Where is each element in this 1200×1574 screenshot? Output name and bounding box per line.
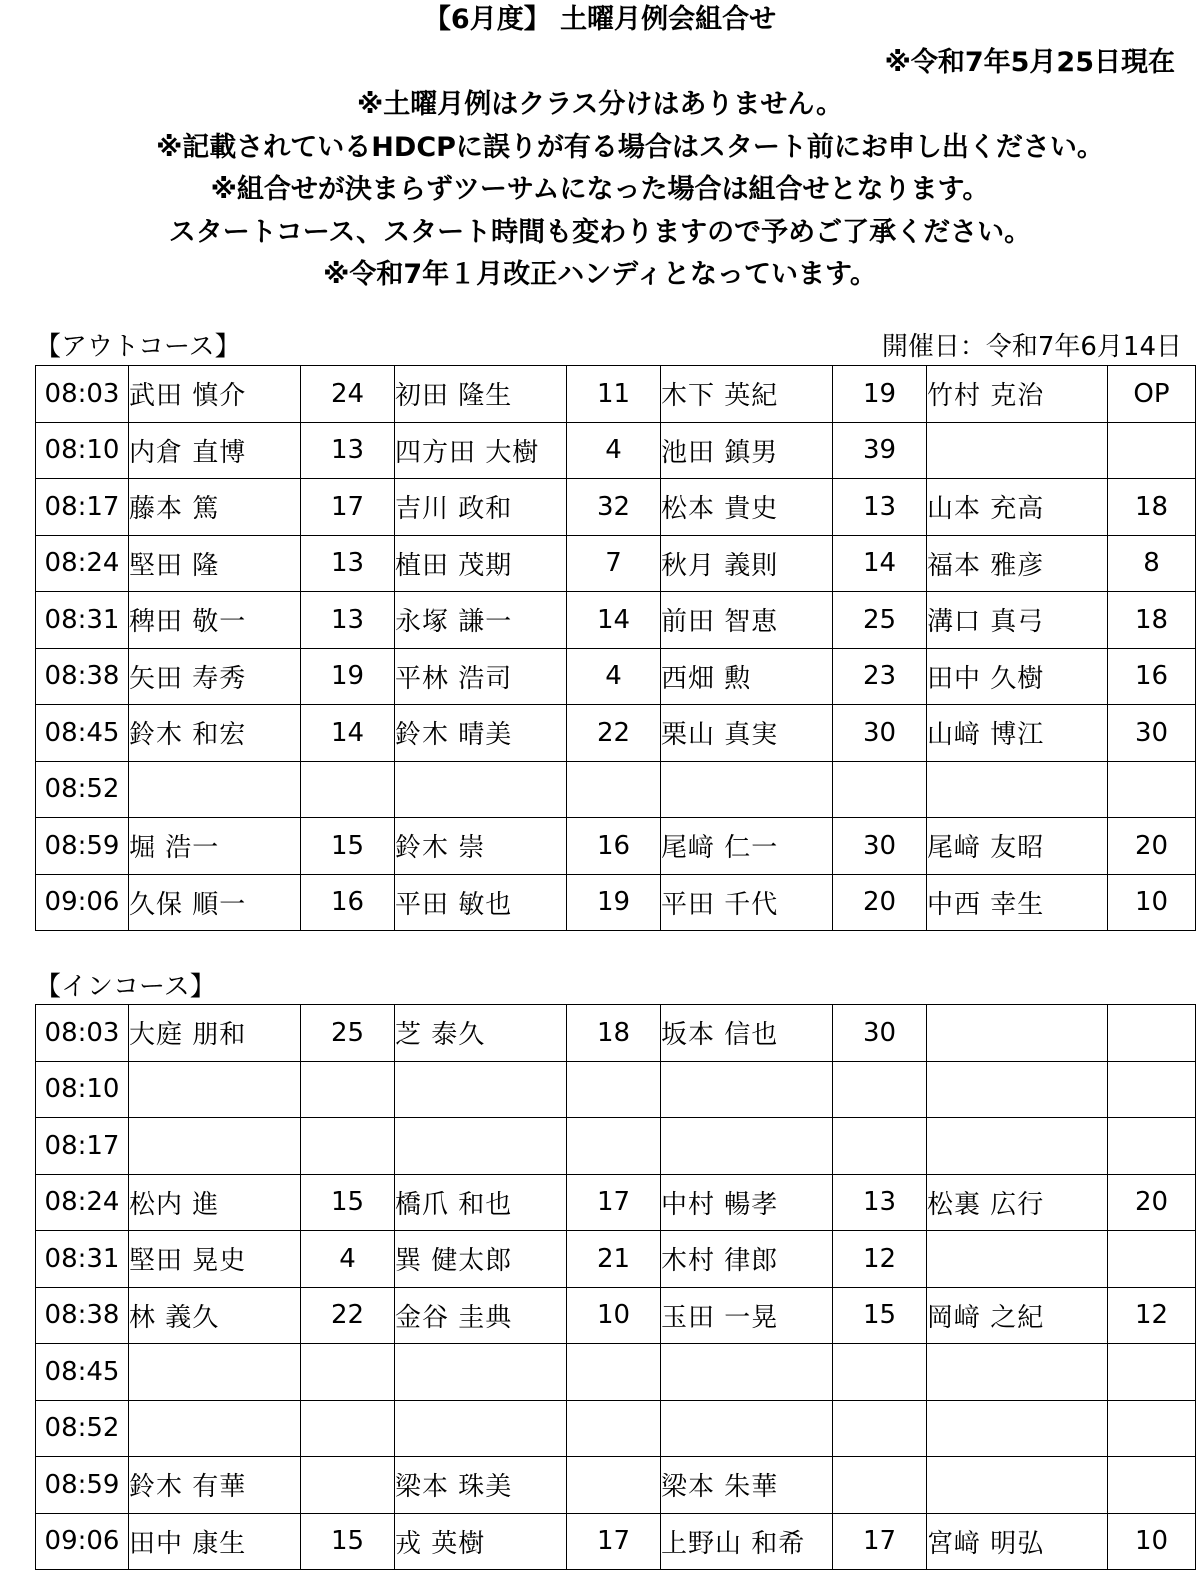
player-hdcp: 15 — [301, 1513, 395, 1570]
player-name: 秋月 義則 — [661, 535, 833, 592]
player-name: 松内 進 — [129, 1174, 301, 1231]
table-row — [36, 1231, 1196, 1288]
player-hdcp: 4 — [567, 648, 661, 705]
player-hdcp: 16 — [301, 874, 395, 931]
player-name: 鈴木 崇 — [395, 818, 567, 875]
player-hdcp — [833, 1457, 927, 1514]
tee-time: 08:03 — [36, 1005, 129, 1062]
as-of-date: ※令和7年5月25日現在 — [884, 47, 1175, 78]
player-hdcp: 19 — [301, 648, 395, 705]
player-hdcp: 4 — [567, 422, 661, 479]
tee-time: 08:24 — [36, 535, 129, 592]
table-row — [36, 1457, 1196, 1514]
player-name: 矢田 寿秀 — [129, 648, 301, 705]
player-hdcp: 20 — [833, 874, 927, 931]
player-name: 池田 鎮男 — [661, 422, 833, 479]
table-row — [36, 1005, 1196, 1062]
tee-time: 08:24 — [36, 1174, 129, 1231]
player-hdcp: 4 — [301, 1231, 395, 1288]
player-hdcp — [301, 1344, 395, 1401]
player-name — [129, 1344, 301, 1401]
player-hdcp — [567, 1457, 661, 1514]
player-hdcp: 32 — [567, 479, 661, 536]
tee-time: 08:38 — [36, 1287, 129, 1344]
player-hdcp: 14 — [301, 705, 395, 762]
in-course-label: 【インコース】 — [35, 972, 216, 1002]
player-hdcp — [1108, 1005, 1196, 1062]
player-name: 堅田 晃史 — [129, 1231, 301, 1288]
player-name: 梁本 珠美 — [395, 1457, 567, 1514]
table-row — [36, 818, 1196, 875]
player-name: 平林 浩司 — [395, 648, 567, 705]
player-name: 武田 慎介 — [129, 366, 301, 423]
player-name: 林 義久 — [129, 1287, 301, 1344]
player-name: 梁本 朱華 — [661, 1457, 833, 1514]
player-name — [927, 761, 1108, 818]
player-hdcp — [567, 1400, 661, 1457]
player-name: 稗田 敬一 — [129, 592, 301, 649]
player-name: 栗山 真実 — [661, 705, 833, 762]
player-name: 松本 貴史 — [661, 479, 833, 536]
player-hdcp — [1108, 1344, 1196, 1401]
player-hdcp — [1108, 1231, 1196, 1288]
player-hdcp: 17 — [567, 1174, 661, 1231]
player-name: 内倉 直博 — [129, 422, 301, 479]
player-name: 芝 泰久 — [395, 1005, 567, 1062]
player-hdcp — [1108, 1118, 1196, 1175]
tee-time: 08:45 — [36, 1344, 129, 1401]
player-hdcp: 30 — [833, 705, 927, 762]
player-hdcp — [833, 1400, 927, 1457]
player-hdcp: 18 — [1108, 479, 1196, 536]
note-line: ※記載されているHDCPに誤りが有る場合はスタート前にお申し出ください。 — [156, 132, 1104, 163]
table-row — [36, 592, 1196, 649]
player-hdcp: 23 — [833, 648, 927, 705]
table-row — [36, 705, 1196, 762]
player-hdcp: 22 — [301, 1287, 395, 1344]
player-name: 藤本 篤 — [129, 479, 301, 536]
table-row — [36, 761, 1196, 818]
player-name: 尾﨑 友昭 — [927, 818, 1108, 875]
player-hdcp: 30 — [1108, 705, 1196, 762]
player-name — [395, 1061, 567, 1118]
tee-time: 08:10 — [36, 422, 129, 479]
player-hdcp: 13 — [833, 479, 927, 536]
player-hdcp: 17 — [567, 1513, 661, 1570]
tee-time: 08:17 — [36, 1118, 129, 1175]
in-course-table — [35, 1004, 1196, 1570]
player-hdcp: 10 — [567, 1287, 661, 1344]
player-name: 田中 久樹 — [927, 648, 1108, 705]
player-name: 田中 康生 — [129, 1513, 301, 1570]
player-name: 橋爪 和也 — [395, 1174, 567, 1231]
player-hdcp — [567, 761, 661, 818]
player-hdcp: 11 — [567, 366, 661, 423]
player-name: 大庭 朋和 — [129, 1005, 301, 1062]
player-hdcp: 19 — [833, 366, 927, 423]
player-name: 鈴木 晴美 — [395, 705, 567, 762]
player-hdcp: 7 — [567, 535, 661, 592]
player-hdcp: 13 — [833, 1174, 927, 1231]
table-row — [36, 366, 1196, 423]
player-name: 金谷 圭典 — [395, 1287, 567, 1344]
player-name: 竹村 克治 — [927, 366, 1108, 423]
player-hdcp: 17 — [833, 1513, 927, 1570]
tee-time: 08:52 — [36, 761, 129, 818]
player-name — [395, 761, 567, 818]
tee-time: 08:03 — [36, 366, 129, 423]
player-name: 溝口 真弓 — [927, 592, 1108, 649]
table-row — [36, 1344, 1196, 1401]
player-name: 巽 健太郎 — [395, 1231, 567, 1288]
player-name — [395, 1118, 567, 1175]
player-hdcp: 30 — [833, 818, 927, 875]
player-name: 永塚 謙一 — [395, 592, 567, 649]
table-row — [36, 1287, 1196, 1344]
player-name — [129, 1400, 301, 1457]
player-name — [927, 1118, 1108, 1175]
player-hdcp: 25 — [833, 592, 927, 649]
player-hdcp — [1108, 422, 1196, 479]
player-hdcp: 20 — [1108, 818, 1196, 875]
player-hdcp — [301, 1118, 395, 1175]
player-name: 鈴木 有華 — [129, 1457, 301, 1514]
player-hdcp: 25 — [301, 1005, 395, 1062]
event-date: 開催日：令和7年6月14日 — [881, 332, 1182, 362]
player-hdcp — [1108, 1457, 1196, 1514]
table-row — [36, 535, 1196, 592]
table-row — [36, 1400, 1196, 1457]
player-hdcp — [301, 1400, 395, 1457]
note-line: ※令和7年１月改正ハンディとなっています。 — [323, 259, 877, 290]
tee-time: 09:06 — [36, 874, 129, 931]
player-hdcp: 13 — [301, 422, 395, 479]
player-hdcp: 16 — [1108, 648, 1196, 705]
table-row — [36, 479, 1196, 536]
player-hdcp — [1108, 761, 1196, 818]
note-line: ※土曜月例はクラス分けはありません。 — [356, 89, 844, 120]
player-name: 中西 幸生 — [927, 874, 1108, 931]
table-row — [36, 874, 1196, 931]
player-name: 平田 敏也 — [395, 874, 567, 931]
player-name: 山﨑 博江 — [927, 705, 1108, 762]
player-hdcp — [567, 1061, 661, 1118]
player-hdcp — [833, 1118, 927, 1175]
table-row — [36, 1118, 1196, 1175]
player-name — [927, 1400, 1108, 1457]
note-line: ※組合せが決まらずツーサムになった場合は組合せとなります。 — [210, 174, 990, 205]
player-hdcp: 16 — [567, 818, 661, 875]
tee-time: 08:52 — [36, 1400, 129, 1457]
player-hdcp — [1108, 1400, 1196, 1457]
player-hdcp: 21 — [567, 1231, 661, 1288]
player-name: 岡﨑 之紀 — [927, 1287, 1108, 1344]
player-hdcp: 15 — [301, 1174, 395, 1231]
table-row — [36, 1513, 1196, 1570]
player-name — [927, 1457, 1108, 1514]
player-name: 植田 茂期 — [395, 535, 567, 592]
note-line: スタートコース、スタート時間も変わりますので予めご了承ください。 — [168, 217, 1032, 248]
tee-time: 09:06 — [36, 1513, 129, 1570]
player-hdcp: 19 — [567, 874, 661, 931]
player-name — [927, 1061, 1108, 1118]
player-name — [927, 1231, 1108, 1288]
player-name: 久保 順一 — [129, 874, 301, 931]
player-name — [395, 1400, 567, 1457]
player-name: 松裏 広行 — [927, 1174, 1108, 1231]
player-name: 鈴木 和宏 — [129, 705, 301, 762]
player-name: 西畑 勲 — [661, 648, 833, 705]
player-name: 上野山 和希 — [661, 1513, 833, 1570]
player-hdcp: 18 — [1108, 592, 1196, 649]
tee-time: 08:31 — [36, 1231, 129, 1288]
player-name: 戎 英樹 — [395, 1513, 567, 1570]
player-name — [661, 761, 833, 818]
player-hdcp: 15 — [301, 818, 395, 875]
player-name — [661, 1344, 833, 1401]
player-hdcp — [833, 1061, 927, 1118]
player-name: 尾﨑 仁一 — [661, 818, 833, 875]
player-hdcp — [833, 761, 927, 818]
player-name — [129, 1061, 301, 1118]
player-name: 四方田 大樹 — [395, 422, 567, 479]
player-name: 木村 律郎 — [661, 1231, 833, 1288]
player-hdcp: 14 — [833, 535, 927, 592]
player-hdcp: 20 — [1108, 1174, 1196, 1231]
player-name — [129, 761, 301, 818]
tee-time: 08:17 — [36, 479, 129, 536]
player-hdcp: 15 — [833, 1287, 927, 1344]
player-hdcp — [301, 1457, 395, 1514]
table-row — [36, 1061, 1196, 1118]
player-hdcp: 30 — [833, 1005, 927, 1062]
player-name: 木下 英紀 — [661, 366, 833, 423]
player-name — [661, 1400, 833, 1457]
out-course-label: 【アウトコース】 — [35, 332, 241, 362]
table-row — [36, 1174, 1196, 1231]
player-hdcp — [301, 761, 395, 818]
player-name — [927, 1344, 1108, 1401]
tee-time: 08:38 — [36, 648, 129, 705]
player-hdcp: 10 — [1108, 1513, 1196, 1570]
page-title: 【6月度】 土曜月例会組合せ — [423, 4, 777, 35]
player-name: 前田 智恵 — [661, 592, 833, 649]
tee-time: 08:45 — [36, 705, 129, 762]
player-hdcp: 24 — [301, 366, 395, 423]
player-hdcp — [1108, 1061, 1196, 1118]
tee-time: 08:10 — [36, 1061, 129, 1118]
player-hdcp — [567, 1344, 661, 1401]
tee-time: 08:31 — [36, 592, 129, 649]
player-name — [927, 1005, 1108, 1062]
player-name: 堀 浩一 — [129, 818, 301, 875]
tee-time: 08:59 — [36, 818, 129, 875]
player-name: 玉田 一晃 — [661, 1287, 833, 1344]
player-hdcp: 39 — [833, 422, 927, 479]
out-course-table — [35, 365, 1196, 931]
player-hdcp: 13 — [301, 592, 395, 649]
player-hdcp: 13 — [301, 535, 395, 592]
player-name: 吉川 政和 — [395, 479, 567, 536]
player-name — [927, 422, 1108, 479]
player-name: 初田 隆生 — [395, 366, 567, 423]
player-name: 山本 充高 — [927, 479, 1108, 536]
player-hdcp — [833, 1344, 927, 1401]
player-name: 坂本 信也 — [661, 1005, 833, 1062]
table-row — [36, 422, 1196, 479]
player-name: 堅田 隆 — [129, 535, 301, 592]
player-name: 宮﨑 明弘 — [927, 1513, 1108, 1570]
player-name — [661, 1118, 833, 1175]
player-name — [661, 1061, 833, 1118]
player-hdcp: 22 — [567, 705, 661, 762]
player-name: 福本 雅彦 — [927, 535, 1108, 592]
player-name — [395, 1344, 567, 1401]
player-name: 中村 暢孝 — [661, 1174, 833, 1231]
player-hdcp: OP — [1108, 366, 1196, 423]
player-name: 平田 千代 — [661, 874, 833, 931]
player-hdcp: 12 — [1108, 1287, 1196, 1344]
player-hdcp: 18 — [567, 1005, 661, 1062]
player-hdcp: 14 — [567, 592, 661, 649]
player-hdcp: 8 — [1108, 535, 1196, 592]
player-hdcp — [567, 1118, 661, 1175]
player-hdcp: 17 — [301, 479, 395, 536]
table-row — [36, 648, 1196, 705]
player-hdcp: 12 — [833, 1231, 927, 1288]
player-hdcp — [301, 1061, 395, 1118]
tee-time: 08:59 — [36, 1457, 129, 1514]
player-name — [129, 1118, 301, 1175]
player-hdcp: 10 — [1108, 874, 1196, 931]
